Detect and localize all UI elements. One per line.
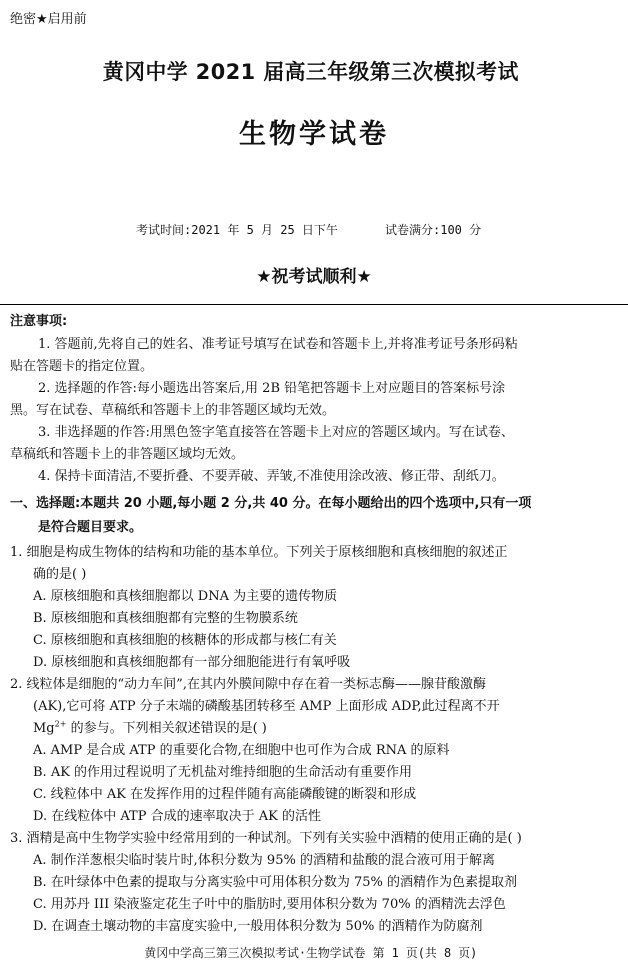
exam-title: 黄冈中学 2021 届高三年级第三次模拟考试 — [102, 60, 519, 84]
section-heading: 一、选择题:本题共 20 小题,每小题 2 分,共 40 分。在每小题给出的四个选项中,只有一项 — [10, 496, 532, 511]
note-line: 3. 非选择题的作答:用黑色签字笔直接答在答题卡上对应的答题区域内。写在试卷、 — [38, 425, 514, 440]
question-1-option-a: A. 原核细胞和真核细胞都以 DNA 为主要的遗传物质 — [33, 589, 338, 604]
exam-time: 考试时间:2021 年 5 月 25 日下午 — [136, 223, 338, 237]
exam-score: 试卷满分:100 分 — [385, 223, 482, 237]
blessing-banner: ★祝考试顺利★ — [256, 267, 372, 287]
question-3-stem: 3. 酒精是高中生物学实验中经常用到的一种试剂。下列有关实验中酒精的使用正确的是( ) — [10, 831, 522, 846]
note-line: 草稿纸和答题卡上的非答题区域均无效。 — [10, 447, 245, 462]
note-line: 黑。写在试卷、草稿纸和答题卡上的非答题区域均无效。 — [10, 403, 336, 418]
note-line: 4. 保持卡面清洁,不要折叠、不要弄破、弄皱,不准使用涂改液、修正带、刮纸刀。 — [38, 469, 505, 484]
question-2-option-d: D. 在线粒体中 ATP 合成的速率取决于 AK 的活性 — [33, 809, 321, 824]
question-1-option-c: C. 原核细胞和真核细胞的核糖体的形成都与核仁有关 — [33, 633, 337, 648]
question-1-option-d: D. 原核细胞和真核细胞都有一部分细胞能进行有氧呼吸 — [33, 655, 351, 670]
question-1-stem-cont: 确的是( ) — [33, 567, 87, 582]
confidential-label: 绝密★启用前 — [10, 12, 87, 27]
question-2-prompt: 的参与。下列相关叙述错误的是( ) — [66, 721, 267, 736]
divider — [0, 304, 628, 305]
paper-subtitle: 生物学试卷 — [239, 119, 389, 150]
question-2-stem: 2. 线粒体是细胞的“动力车间”,在其内外膜间隙中存在着一类标志酶——腺苷酸激酶 — [10, 677, 486, 692]
question-2-option-a: A. AMP 是合成 ATP 的重要化合物,在细胞中也可作为合成 RNA 的原料 — [33, 743, 450, 758]
question-1-stem: 1. 细胞是构成生物体的结构和功能的基本单位。下列关于原核细胞和真核细胞的叙述正 — [10, 545, 508, 560]
note-line: 2. 选择题的作答:每小题选出答案后,用 2B 铅笔把答题卡上对应题目的答案标号涂 — [38, 381, 506, 396]
question-2-option-c: C. 线粒体中 AK 在发挥作用的过程伴随有高能磷酸键的断裂和形成 — [33, 787, 417, 802]
page-footer: 黄冈中学高三第三次模拟考试·生物学试卷 第 1 页(共 8 页) — [144, 946, 478, 960]
question-3-option-c: C. 用苏丹 III 染液鉴定花生子叶中的脂肪时,要用体积分数为 70% 的酒精洗去浮色 — [33, 897, 506, 912]
note-line: 贴在答题卡的指定位置。 — [10, 359, 154, 374]
question-2-option-b: B. AK 的作用过程说明了无机盐对维持细胞的生命活动有重要作用 — [33, 765, 413, 780]
notes-heading: 注意事项: — [10, 314, 68, 329]
mg-symbol: Mg — [33, 721, 55, 736]
question-2-stem-cont: (AK),它可将 ATP 分子末端的磷酸基团转移至 AMP 上面形成 ADP,此过程离不开 — [33, 699, 500, 714]
section-heading-cont: 是符合题目要求。 — [38, 520, 143, 535]
mg-charge: 2+ — [54, 719, 67, 729]
question-2-stem-cont2 — [33, 717, 267, 736]
question-1-option-b: B. 原核细胞和真核细胞都有完整的生物膜系统 — [33, 611, 298, 626]
note-line: 1. 答题前,先将自己的姓名、准考证号填写在试卷和答题卡上,并将准考证号条形码粘 — [38, 337, 518, 352]
question-3-option-d: D. 在调查土壤动物的丰富度实验中,一般用体积分数为 50% 的酒精作为防腐剂 — [33, 919, 483, 934]
question-3-option-a: A. 制作洋葱根尖临时装片时,体积分数为 95% 的酒精和盐酸的混合液可用于解离 — [33, 853, 495, 868]
question-3-option-b: B. 在叶绿体中色素的提取与分离实验中可用体积分数为 75% 的酒精作为色素提取剂 — [33, 875, 517, 890]
